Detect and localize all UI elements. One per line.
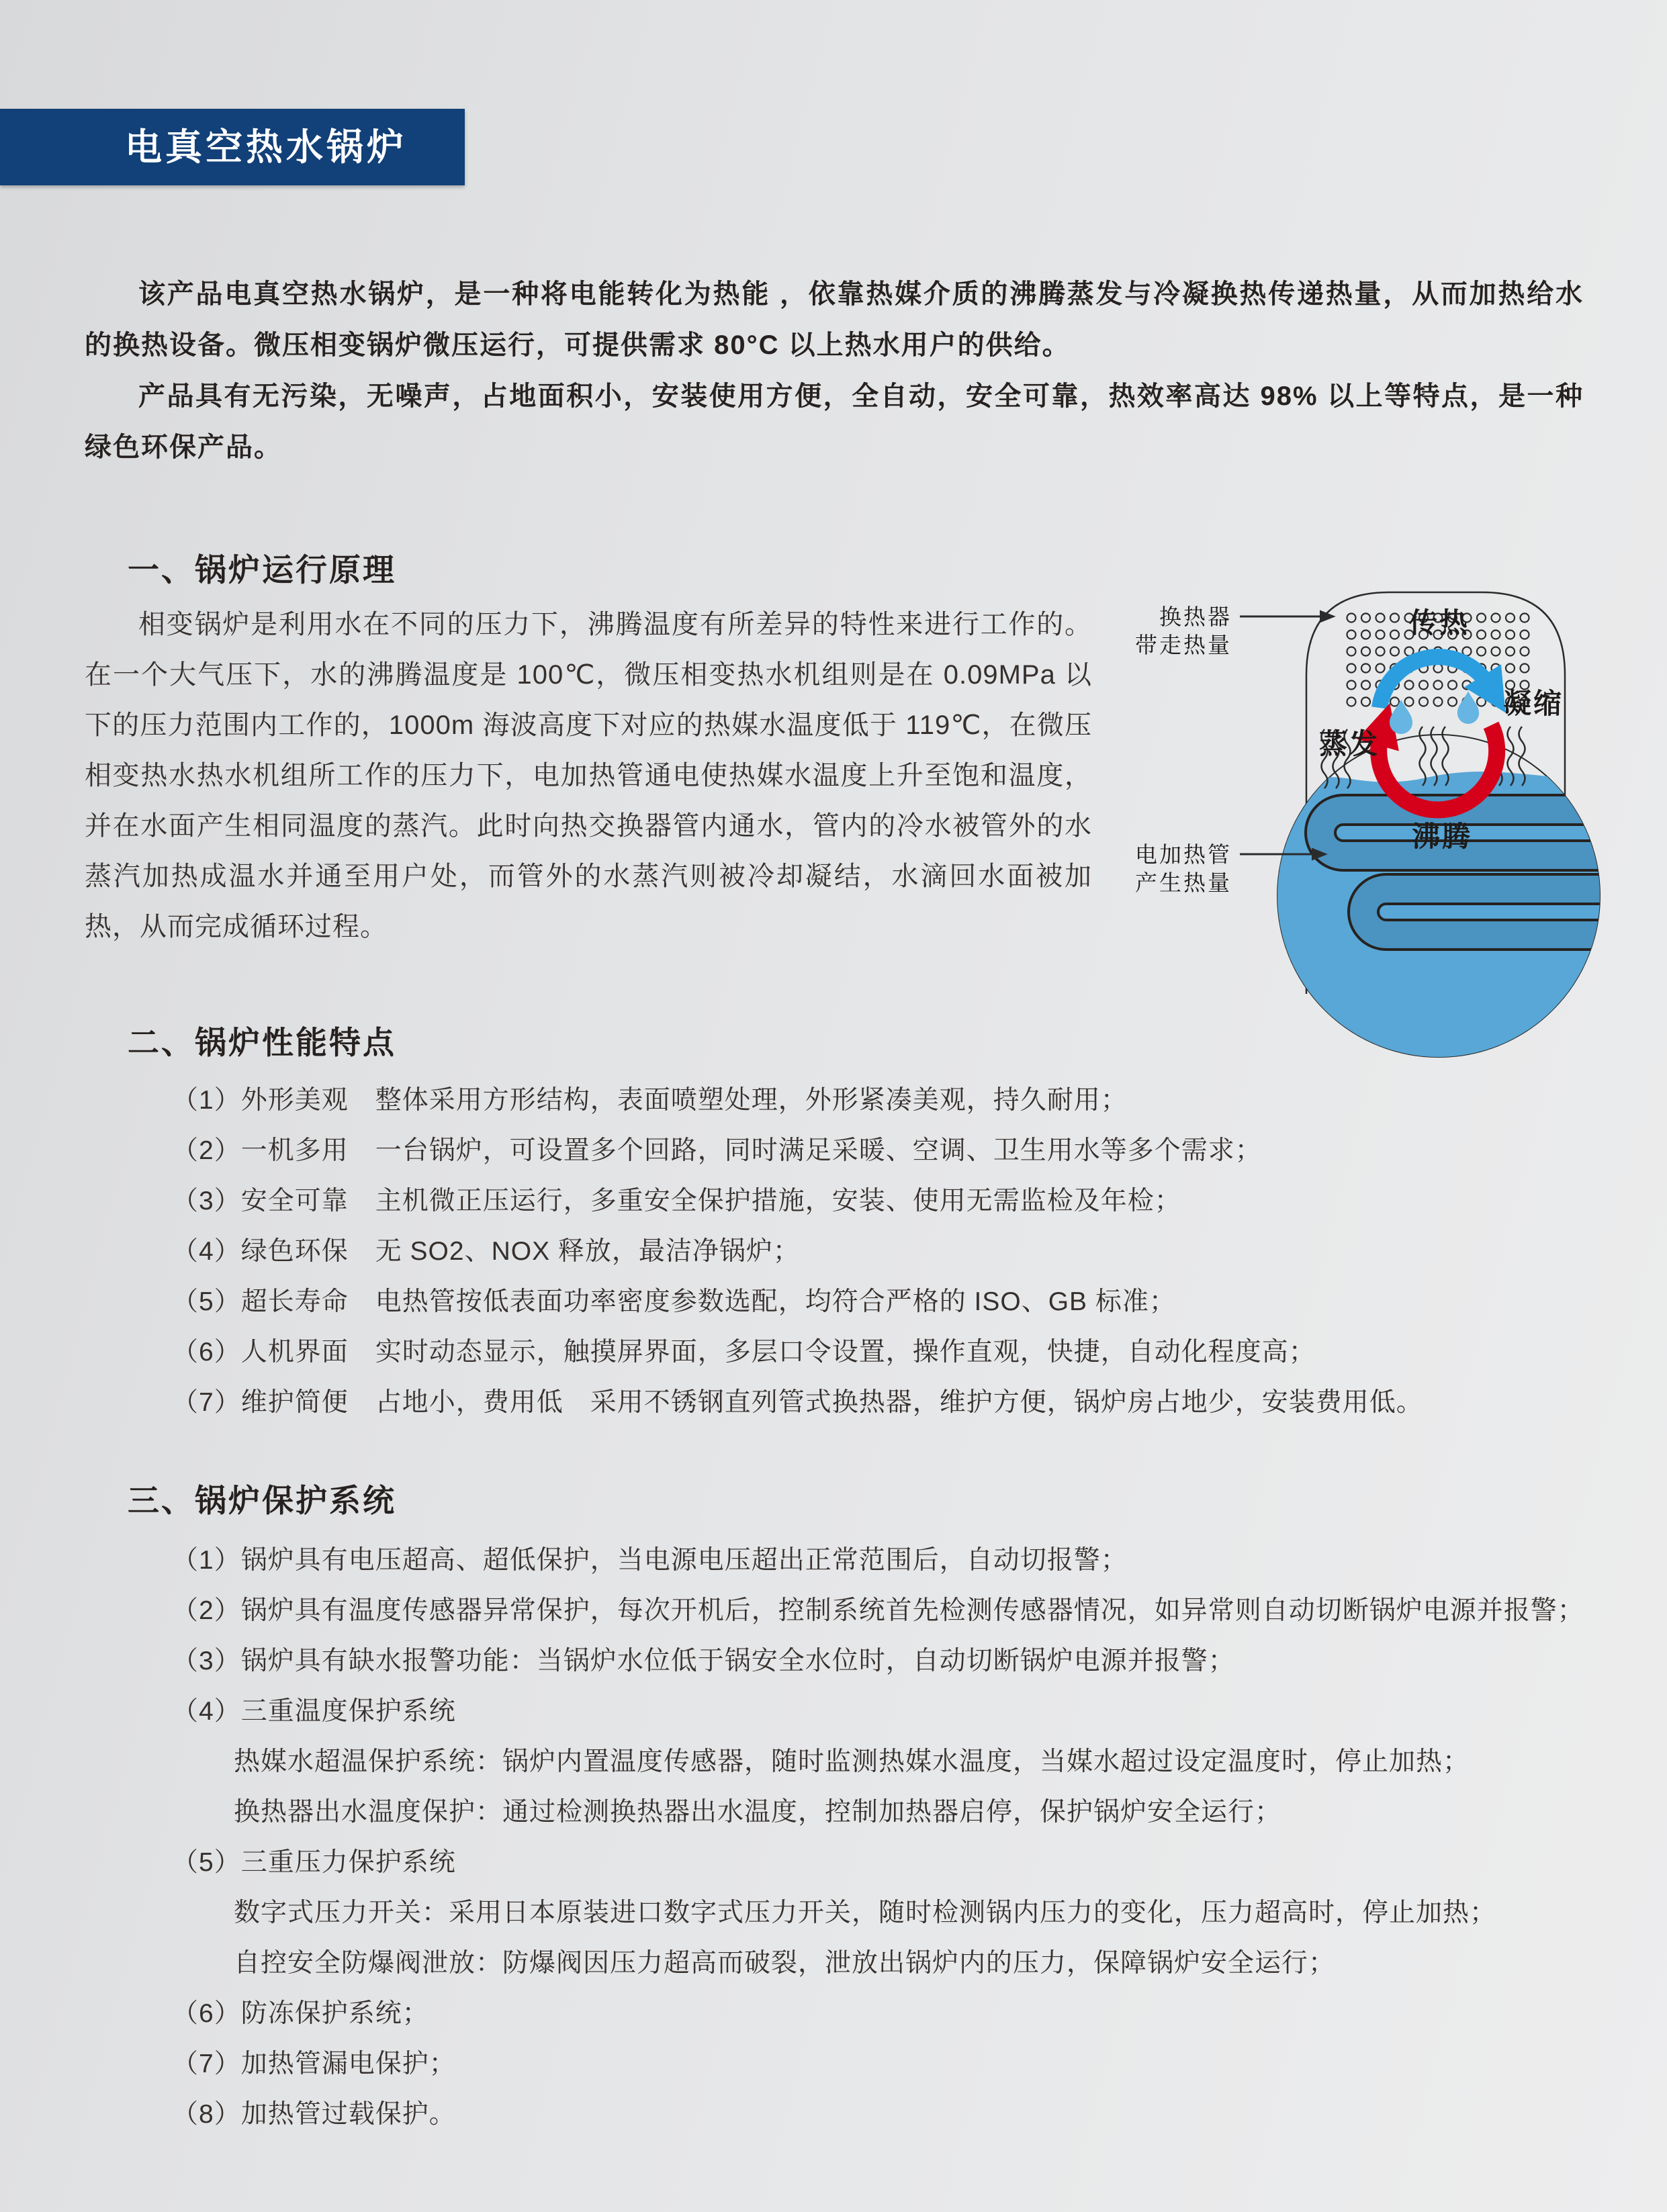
droplet-icon: [1457, 692, 1479, 724]
list-item: （2）锅炉具有温度传感器异常保护，每次开机后，控制系统首先检测传感器情况，如异常则自动切断锅炉电源并报警；: [172, 1596, 1584, 1625]
list-item: （5）超长寿命 电热管按低表面功率密度参数选配，均符合严格的 ISO、GB 标准；: [172, 1287, 1176, 1316]
list-item: （8）加热管过载保护。: [172, 2100, 456, 2129]
section2-heading: 二、锅炉性能特点: [128, 1025, 396, 1060]
list-subitem: 自控安全防爆阀泄放：防爆阀因压力超高而破裂，泄放出锅炉内的压力，保障锅炉安全运行；: [234, 1949, 1336, 1978]
list-item: （6）防冻保护系统；: [172, 1999, 429, 2028]
list-subitem: 数字式压力开关：采用日本原装进口数字式压力开关，随时检测锅内压力的变化，压力超高时，停止加热；: [234, 1898, 1497, 1927]
intro-block: [85, 269, 1584, 473]
list-item: （1）外形美观 整体采用方形结构，表面喷塑处理，外形紧凑美观，持久耐用；: [172, 1086, 1128, 1115]
callout-exchanger-line2: 带走热量: [1135, 633, 1232, 657]
title-bar: [0, 109, 465, 185]
droplet-icon: [1390, 700, 1412, 734]
features-list: [172, 1075, 1423, 1428]
list-item: （4）三重温度保护系统: [172, 1697, 456, 1726]
callout-heater-line1: 电加热管: [1135, 842, 1232, 867]
boiler-diagram: [1093, 576, 1667, 1088]
intro-paragraph-1: 该产品电真空热水锅炉，是一种将电能转化为热能 ，依靠热媒介质的沸腾蒸发与冷凝换热传递热量，从而加热给水的换热设备。微压相变锅炉微压运行，可提供需求 80°C 以上热水用户的供给。: [85, 279, 1584, 360]
list-item: （7）加热管漏电保护；: [172, 2049, 456, 2078]
list-item: （3）安全可靠 主机微正压运行，多重安全保护措施，安装、使用无需监检及年检；: [172, 1187, 1181, 1215]
droplets: [1390, 692, 1479, 735]
list-subitem: 热媒水超温保护系统：锅炉内置温度传感器，随时监测热媒水温度，当媒水超过设定温度时，停止加热；: [234, 1747, 1470, 1776]
list-item: （1）锅炉具有电压超高、超低保护，当电源电压超出正常范围后，自动切报警；: [172, 1546, 1128, 1575]
protection-list: [172, 1535, 1584, 2139]
list-item: （4）绿色环保 无 SO2、NOX 释放，最洁净锅炉；: [172, 1237, 800, 1266]
callout-exchanger-line1: 换热器: [1159, 604, 1232, 629]
list-item: （2）一机多用 一台锅炉，可设置多个回路，同时满足采暖、空调、卫生用水等多个需求；: [172, 1136, 1262, 1165]
intro-paragraph-2: 产品具有无污染，无噪声，占地面积小，安装使用方便，全自动，安全可靠，热效率高达 98% 以上等特点，是一种绿色环保产品。: [85, 381, 1584, 462]
list-item: （3）锅炉具有缺水报警功能：当锅炉水位低于锅安全水位时，自动切断锅炉电源并报警；: [172, 1647, 1235, 1675]
callout-heater-line2: 产生热量: [1135, 870, 1232, 895]
page-title: 电真空热水锅炉: [125, 126, 408, 168]
label-condense: 凝缩: [1503, 688, 1564, 719]
list-item: （6）人机界面 实时动态显示，触摸屏界面，多层口令设置，操作直观，快捷，自动化程度高；: [172, 1338, 1316, 1367]
list-subitem: 换热器出水温度保护：通过检测换热器出水温度，控制加热器启停，保护锅炉安全运行；: [234, 1798, 1282, 1827]
label-evaporate: 蒸发: [1319, 728, 1380, 759]
section3-heading: 三、锅炉保护系统: [128, 1483, 396, 1518]
section1-body: 相变锅炉是利用水在不同的压力下，沸腾温度有所差异的特性来进行工作的。在一个大气压下，水的沸腾温度是 100℃，微压相变热水机组则是在 0.09MPa 以下的压力范围内工作的，1000m 海波高度下对应的热媒水温度低于 119℃，在微压相变热水热水机组所工作的压力下，电加热管通电使热媒水温度上升至饱和温度，并在水面产生相同温度的蒸汽。此时向热交换器管内通水，管内的冷水被管外的水蒸汽加热成温水并通至用户处，而管外的水蒸汽则被冷却凝结，水滴回水面被加热，从而完成循环过程。: [85, 610, 1092, 941]
section1-heading: 一、锅炉运行原理: [128, 552, 396, 588]
label-boil: 沸腾: [1412, 821, 1473, 852]
label-heat-transfer: 传热: [1409, 607, 1470, 639]
list-item: （7）维护简便 占地小，费用低 采用不锈钢直列管式换热器，维护方便，锅炉房占地少，安装费用低。: [172, 1388, 1423, 1417]
list-item: （5）三重压力保护系统: [172, 1848, 456, 1877]
